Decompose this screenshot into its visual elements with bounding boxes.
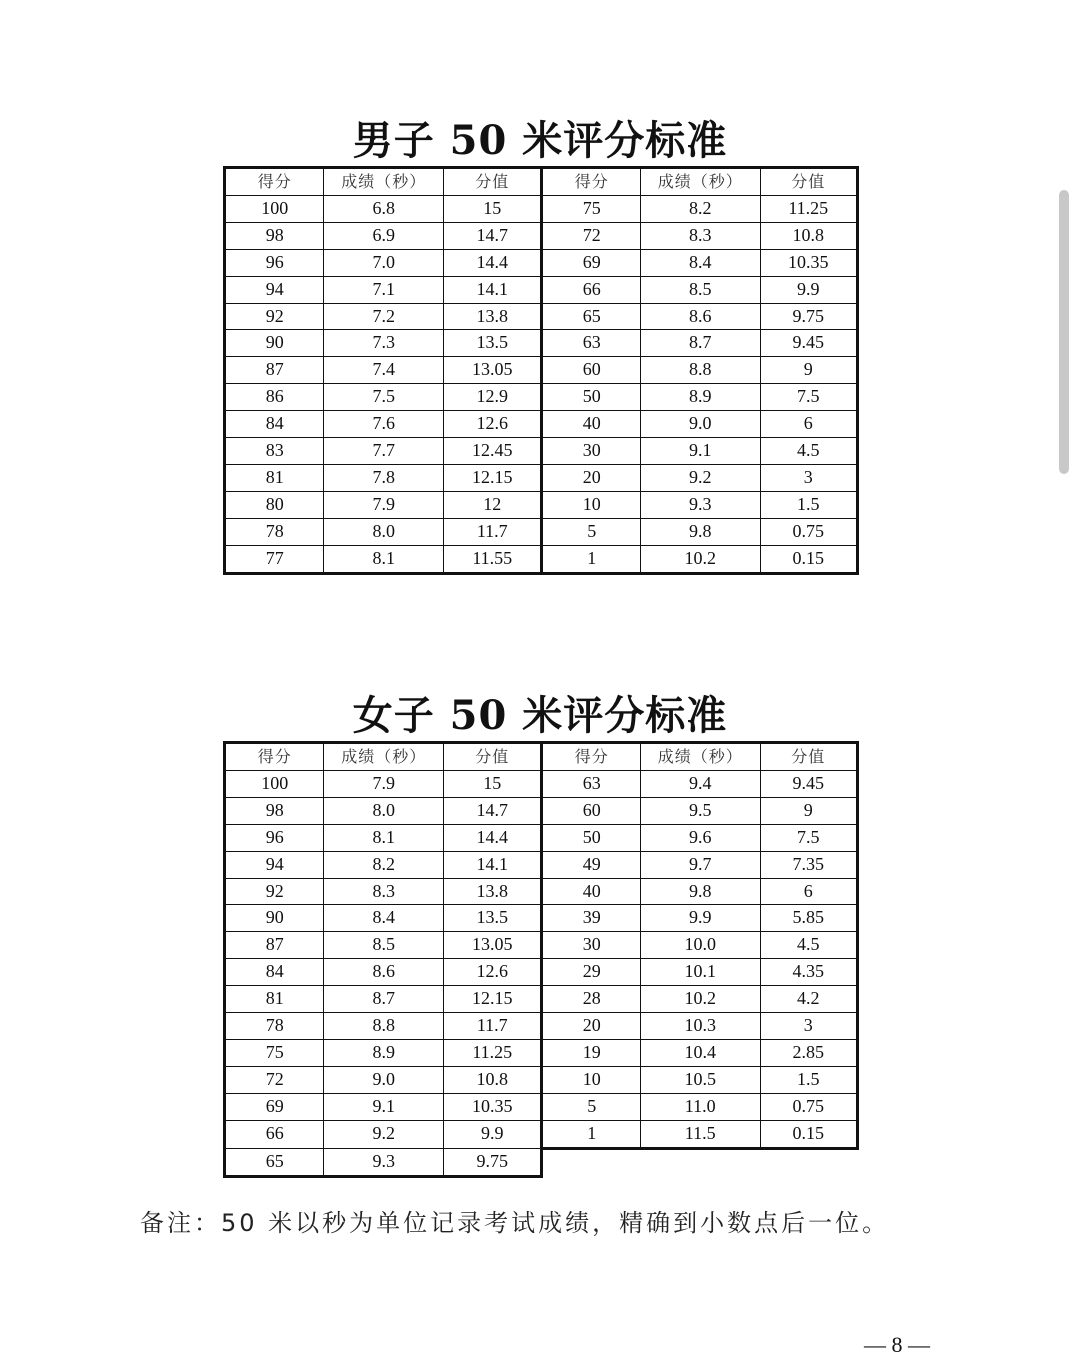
table-cell: 13.05 <box>444 932 542 959</box>
footnote: 备注：50 米以秒为单位记录考试成绩，精确到小数点后一位。 <box>140 1209 890 1237</box>
table-cell: 90 <box>225 905 324 932</box>
table-row <box>225 438 858 465</box>
table-cell: 12.6 <box>444 959 542 986</box>
column-header: 得分 <box>542 743 640 771</box>
table-cell: 9.6 <box>640 824 760 851</box>
table-cell: 10.2 <box>640 545 760 573</box>
table-cell: 8.2 <box>640 195 760 222</box>
table-cell: 10 <box>542 491 640 518</box>
table-cell: 9.75 <box>444 1148 542 1176</box>
table-cell: 13.5 <box>444 330 542 357</box>
page-number: — 8 — <box>864 1332 930 1357</box>
table-cell: 87 <box>225 357 324 384</box>
table-cell: 13.5 <box>444 905 542 932</box>
table-cell: 4.2 <box>760 986 858 1013</box>
table-cell: 1 <box>542 545 640 573</box>
table-row <box>225 932 858 959</box>
table-cell: 60 <box>542 797 640 824</box>
empty-cell <box>542 1148 858 1176</box>
table-cell: 30 <box>542 438 640 465</box>
table-row <box>225 384 858 411</box>
table-cell: 12.15 <box>444 464 542 491</box>
table-cell: 9.75 <box>760 303 858 330</box>
table-cell: 81 <box>225 986 324 1013</box>
column-header: 分值 <box>444 168 542 196</box>
table-cell: 8.8 <box>324 1013 444 1040</box>
table-cell: 8.7 <box>324 986 444 1013</box>
column-header: 成绩（秒） <box>324 743 444 771</box>
table-cell: 8.6 <box>640 303 760 330</box>
table-cell: 6.9 <box>324 222 444 249</box>
table-row <box>225 276 858 303</box>
table-cell: 60 <box>542 357 640 384</box>
table-cell: 10.8 <box>760 222 858 249</box>
table-cell: 9.1 <box>640 438 760 465</box>
table-row <box>225 851 858 878</box>
table-row <box>225 303 858 330</box>
table-cell: 8.5 <box>324 932 444 959</box>
table-cell: 92 <box>225 303 324 330</box>
table-row <box>225 491 858 518</box>
table-cell: 9.9 <box>760 276 858 303</box>
table-cell: 83 <box>225 438 324 465</box>
table-cell: 8.9 <box>324 1039 444 1066</box>
table-cell: 7.5 <box>324 384 444 411</box>
table-row <box>225 905 858 932</box>
table-row <box>225 824 858 851</box>
table-cell: 100 <box>225 195 324 222</box>
table-cell: 63 <box>542 770 640 797</box>
table-cell: 6.8 <box>324 195 444 222</box>
table-cell: 98 <box>225 222 324 249</box>
table-cell: 19 <box>542 1039 640 1066</box>
table-cell: 9.2 <box>324 1120 444 1148</box>
table-cell: 4.5 <box>760 932 858 959</box>
table-cell: 11.55 <box>444 545 542 573</box>
table-cell: 12.15 <box>444 986 542 1013</box>
table-cell: 96 <box>225 249 324 276</box>
table-cell: 10.1 <box>640 959 760 986</box>
table-cell: 12.9 <box>444 384 542 411</box>
table-cell: 87 <box>225 932 324 959</box>
table-cell: 8.5 <box>640 276 760 303</box>
table-cell: 9.1 <box>324 1093 444 1120</box>
table-cell: 6 <box>760 878 858 905</box>
table-cell: 7.9 <box>324 770 444 797</box>
table-cell: 7.4 <box>324 357 444 384</box>
table-cell: 11.7 <box>444 518 542 545</box>
table-cell: 40 <box>542 878 640 905</box>
table-cell: 14.1 <box>444 276 542 303</box>
table-cell: 14.1 <box>444 851 542 878</box>
table-cell: 5 <box>542 1093 640 1120</box>
table-cell: 7.35 <box>760 851 858 878</box>
table-row <box>225 222 858 249</box>
table-row <box>225 770 858 797</box>
table-row <box>225 464 858 491</box>
table-cell: 3 <box>760 1013 858 1040</box>
table-cell: 11.25 <box>444 1039 542 1066</box>
table-cell: 7.6 <box>324 411 444 438</box>
table-cell: 9.2 <box>640 464 760 491</box>
column-header: 分值 <box>760 168 858 196</box>
table-cell: 9.5 <box>640 797 760 824</box>
table-row <box>225 1013 858 1040</box>
column-header: 分值 <box>760 743 858 771</box>
table-cell: 6 <box>760 411 858 438</box>
table-cell: 84 <box>225 411 324 438</box>
female-table-title: 女子 50 米评分标准 <box>352 692 728 739</box>
table-cell: 77 <box>225 545 324 573</box>
column-header: 得分 <box>225 743 324 771</box>
table-cell: 8.1 <box>324 824 444 851</box>
table-cell: 90 <box>225 330 324 357</box>
table-row <box>225 1066 858 1093</box>
table-cell: 14.4 <box>444 249 542 276</box>
table-cell: 8.3 <box>640 222 760 249</box>
table-cell: 50 <box>542 384 640 411</box>
table-cell: 5.85 <box>760 905 858 932</box>
table-cell: 14.4 <box>444 824 542 851</box>
table-cell: 12 <box>444 491 542 518</box>
table-cell: 8.4 <box>640 249 760 276</box>
table-cell: 72 <box>542 222 640 249</box>
table-cell: 4.5 <box>760 438 858 465</box>
table-cell: 63 <box>542 330 640 357</box>
column-header: 得分 <box>225 168 324 196</box>
table-cell: 29 <box>542 959 640 986</box>
table-cell: 9.45 <box>760 330 858 357</box>
female-score-table <box>223 741 859 1178</box>
column-header: 成绩（秒） <box>640 168 760 196</box>
male-table-title: 男子 50 米评分标准 <box>352 117 728 164</box>
table-cell: 7.5 <box>760 824 858 851</box>
table-cell: 0.15 <box>760 545 858 573</box>
table-cell: 9.8 <box>640 878 760 905</box>
table-cell: 13.8 <box>444 303 542 330</box>
table-cell: 14.7 <box>444 222 542 249</box>
table-cell: 66 <box>542 276 640 303</box>
table-row <box>225 411 858 438</box>
table-row <box>225 1039 858 1066</box>
table-cell: 81 <box>225 464 324 491</box>
table-row <box>225 1093 858 1120</box>
table-cell: 8.8 <box>640 357 760 384</box>
table-cell: 78 <box>225 518 324 545</box>
column-header: 分值 <box>444 743 542 771</box>
table-cell: 9.4 <box>640 770 760 797</box>
table-cell: 0.15 <box>760 1120 858 1148</box>
table-row <box>225 986 858 1013</box>
table-cell: 8.0 <box>324 518 444 545</box>
table-cell: 39 <box>542 905 640 932</box>
table-cell: 98 <box>225 797 324 824</box>
table-cell: 9 <box>760 797 858 824</box>
table-cell: 8.7 <box>640 330 760 357</box>
table-cell: 69 <box>225 1093 324 1120</box>
table-row <box>225 959 858 986</box>
table-cell: 9.9 <box>444 1120 542 1148</box>
table-row <box>225 545 858 573</box>
table-row <box>225 1148 858 1176</box>
table-cell: 10.8 <box>444 1066 542 1093</box>
column-header: 成绩（秒） <box>640 743 760 771</box>
table-cell: 11.5 <box>640 1120 760 1148</box>
vertical-scrollbar[interactable] <box>1059 190 1069 474</box>
table-cell: 13.8 <box>444 878 542 905</box>
table-cell: 10.3 <box>640 1013 760 1040</box>
table-cell: 80 <box>225 491 324 518</box>
table-cell: 14.7 <box>444 797 542 824</box>
table-cell: 12.6 <box>444 411 542 438</box>
table-cell: 8.9 <box>640 384 760 411</box>
table-cell: 8.6 <box>324 959 444 986</box>
table-cell: 7.9 <box>324 491 444 518</box>
table-cell: 0.75 <box>760 518 858 545</box>
table-cell: 7.5 <box>760 384 858 411</box>
table-cell: 30 <box>542 932 640 959</box>
header-row <box>225 168 858 196</box>
table-cell: 9.8 <box>640 518 760 545</box>
table-cell: 7.0 <box>324 249 444 276</box>
table-cell: 9.3 <box>324 1148 444 1176</box>
table-row <box>225 249 858 276</box>
table-cell: 92 <box>225 878 324 905</box>
table-cell: 10.2 <box>640 986 760 1013</box>
table-cell: 5 <box>542 518 640 545</box>
table-cell: 100 <box>225 770 324 797</box>
table-cell: 11.25 <box>760 195 858 222</box>
table-cell: 12.45 <box>444 438 542 465</box>
table-cell: 96 <box>225 824 324 851</box>
table-cell: 28 <box>542 986 640 1013</box>
table-cell: 50 <box>542 824 640 851</box>
column-header: 得分 <box>542 168 640 196</box>
table-row <box>225 878 858 905</box>
table-cell: 78 <box>225 1013 324 1040</box>
table-cell: 10.4 <box>640 1039 760 1066</box>
table-cell: 9.0 <box>324 1066 444 1093</box>
table-cell: 9.7 <box>640 851 760 878</box>
table-cell: 8.4 <box>324 905 444 932</box>
table-cell: 9.45 <box>760 770 858 797</box>
table-cell: 9.0 <box>640 411 760 438</box>
table-cell: 10.35 <box>760 249 858 276</box>
table-cell: 7.3 <box>324 330 444 357</box>
table-cell: 8.2 <box>324 851 444 878</box>
table-row <box>225 195 858 222</box>
table-cell: 9.3 <box>640 491 760 518</box>
table-cell: 49 <box>542 851 640 878</box>
table-cell: 66 <box>225 1120 324 1148</box>
table-cell: 15 <box>444 195 542 222</box>
table-cell: 8.0 <box>324 797 444 824</box>
table-row <box>225 357 858 384</box>
table-cell: 0.75 <box>760 1093 858 1120</box>
table-cell: 72 <box>225 1066 324 1093</box>
table-cell: 15 <box>444 770 542 797</box>
table-row <box>225 797 858 824</box>
table-cell: 8.3 <box>324 878 444 905</box>
table-cell: 1 <box>542 1120 640 1148</box>
table-cell: 2.85 <box>760 1039 858 1066</box>
table-row <box>225 330 858 357</box>
table-cell: 94 <box>225 276 324 303</box>
table-cell: 65 <box>542 303 640 330</box>
table-cell: 7.8 <box>324 464 444 491</box>
table-cell: 10.0 <box>640 932 760 959</box>
table-cell: 20 <box>542 1013 640 1040</box>
column-header: 成绩（秒） <box>324 168 444 196</box>
table-cell: 7.1 <box>324 276 444 303</box>
table-cell: 69 <box>542 249 640 276</box>
table-cell: 9.9 <box>640 905 760 932</box>
table-cell: 13.05 <box>444 357 542 384</box>
table-cell: 1.5 <box>760 1066 858 1093</box>
table-cell: 94 <box>225 851 324 878</box>
table-cell: 7.2 <box>324 303 444 330</box>
table-cell: 10 <box>542 1066 640 1093</box>
table-row <box>225 518 858 545</box>
table-cell: 11.0 <box>640 1093 760 1120</box>
table-cell: 11.7 <box>444 1013 542 1040</box>
table-cell: 3 <box>760 464 858 491</box>
male-score-table <box>223 166 859 575</box>
table-cell: 1.5 <box>760 491 858 518</box>
table-row <box>225 1120 858 1148</box>
table-cell: 65 <box>225 1148 324 1176</box>
table-cell: 40 <box>542 411 640 438</box>
table-cell: 8.1 <box>324 545 444 573</box>
header-row <box>225 743 858 771</box>
table-cell: 75 <box>542 195 640 222</box>
table-cell: 10.5 <box>640 1066 760 1093</box>
table-cell: 10.35 <box>444 1093 542 1120</box>
table-cell: 4.35 <box>760 959 858 986</box>
table-cell: 84 <box>225 959 324 986</box>
table-cell: 7.7 <box>324 438 444 465</box>
table-cell: 86 <box>225 384 324 411</box>
table-cell: 75 <box>225 1039 324 1066</box>
table-cell: 20 <box>542 464 640 491</box>
table-cell: 9 <box>760 357 858 384</box>
